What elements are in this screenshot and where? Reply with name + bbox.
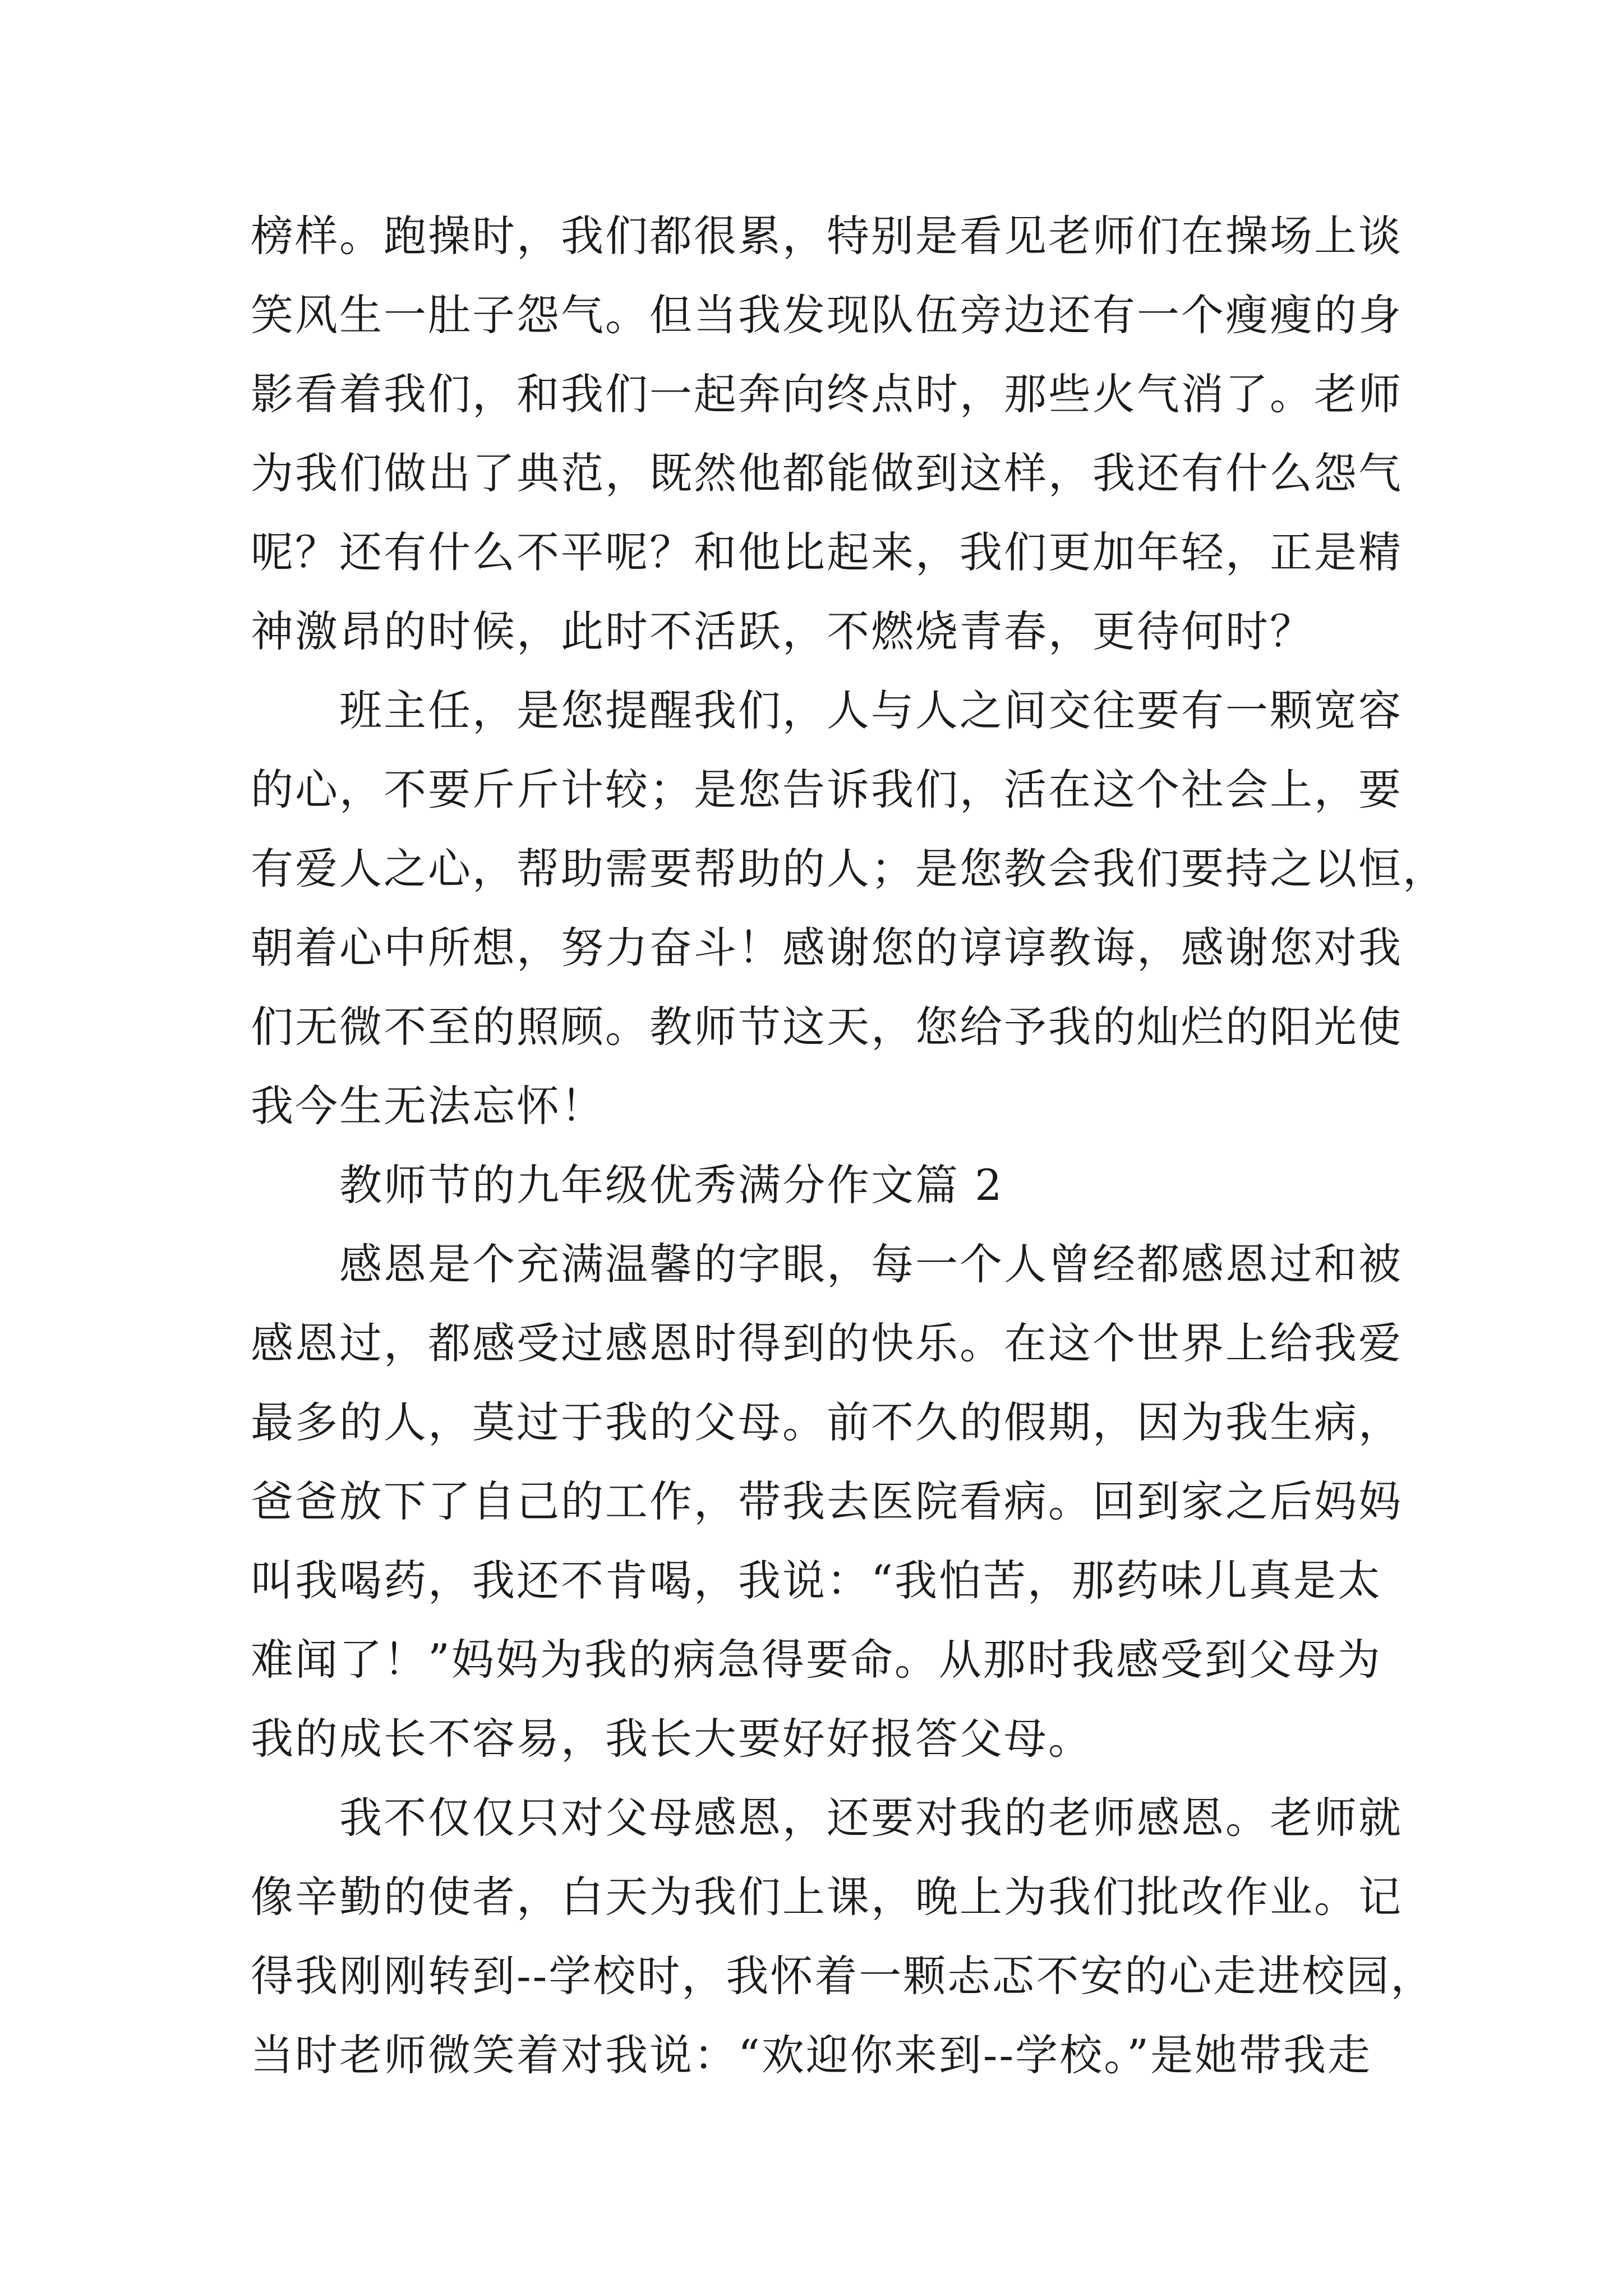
text-line: 我今生无法忘怀！ — [251, 1081, 605, 1131]
text-line: 的心，不要斤斤计较；是您告诉我们，活在这个社会上，要 — [251, 765, 1403, 815]
text-line: 班主任，是您提醒我们，人与人之间交往要有一颗宽容 — [251, 685, 1403, 735]
text-line: 影看着我们，和我们一起奔向终点时，那些火气消了。老师 — [251, 369, 1403, 419]
text-line: 有爱人之心，帮助需要帮助的人；是您教会我们要持之以恒， — [251, 844, 1447, 894]
text-line: 我的成长不容易，我长大要好好报答父母。 — [251, 1714, 1092, 1764]
text-line: 感恩过，都感受过感恩时得到的快乐。在这个世界上给我爱 — [251, 1318, 1403, 1368]
text-line: 神激昂的时候，此时不活跃，不燃烧青春，更待何时？ — [251, 606, 1314, 656]
text-line: 感恩是个充满温馨的字眼，每一个人曾经都感恩过和被 — [251, 1239, 1403, 1289]
text-line: 得我刚刚转到--学校时，我怀着一颗忐忑不安的心走进校园， — [251, 1951, 1435, 2001]
text-line: 朝着心中所想，努力奋斗！感谢您的谆谆教诲，感谢您对我 — [251, 923, 1403, 973]
text-line: 当时老师微笑着对我说：“欢迎你来到--学校。”是她带我走 — [251, 2030, 1372, 2080]
text-line: 我不仅仅只对父母感恩，还要对我的老师感恩。老师就 — [251, 1793, 1403, 1843]
text-line: 为我们做出了典范，既然他都能做到这样，我还有什么怨气 — [251, 448, 1403, 498]
text-line: 呢？还有什么不平呢？和他比起来，我们更加年轻，正是精 — [251, 527, 1403, 577]
essay-body — [251, 196, 1447, 2095]
text-line: 难闻了！”妈妈为我的病急得要命。从那时我感受到父母为 — [251, 1635, 1382, 1685]
text-line: 笑风生一肚子怨气。但当我发现队伍旁边还有一个瘦瘦的身 — [251, 290, 1403, 340]
text-line: 爸爸放下了自己的工作，带我去医院看病。回到家之后妈妈 — [251, 1476, 1403, 1526]
text-line: 像辛勤的使者，白天为我们上课，晚上为我们批改作业。记 — [251, 1872, 1403, 1922]
text-line: 们无微不至的照顾。教师节这天，您给予我的灿烂的阳光使 — [251, 1002, 1403, 1052]
text-line: 榜样。跑操时，我们都很累，特别是看见老师们在操场上谈 — [251, 211, 1403, 261]
text-line: 最多的人，莫过于我的父母。前不久的假期，因为我生病， — [251, 1397, 1403, 1447]
text-line: 叫我喝药，我还不肯喝，我说：“我怕苦，那药味儿真是太 — [251, 1556, 1382, 1605]
section-heading: 教师节的九年级优秀满分作文篇 2 — [251, 1160, 1004, 1210]
